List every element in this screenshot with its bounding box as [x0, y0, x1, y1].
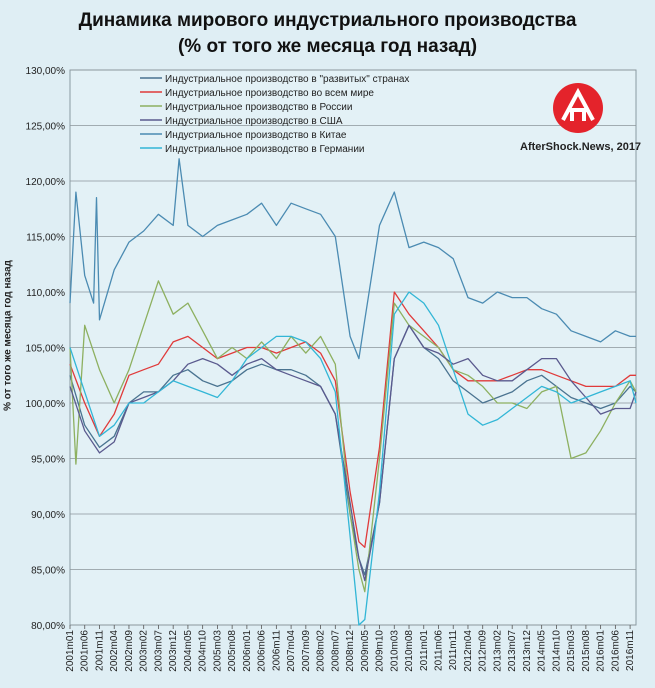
x-tick-label: 2010m03: [389, 630, 401, 672]
legend-label-2: Индустриальное производство в России: [165, 102, 353, 113]
y-tick-label: 100,00%: [25, 399, 65, 410]
x-tick-label: 2001m11: [94, 630, 106, 671]
x-tick-label: 2001m06: [79, 630, 91, 672]
legend-label-4: Индустриальное производство в Китае: [165, 130, 347, 141]
x-tick-label: 2003m02: [138, 630, 150, 672]
x-tick-label: 2010m08: [404, 630, 416, 672]
x-tick-label: 2002m09: [123, 630, 135, 672]
x-tick-label: 2005m08: [227, 630, 239, 672]
x-tick-label: 2003m12: [168, 630, 180, 672]
y-tick-label: 105,00%: [25, 343, 65, 355]
x-tick-label: 2011m06: [433, 630, 445, 671]
x-tick-label: 2003m07: [153, 630, 165, 672]
x-tick-label: 2015m03: [566, 630, 578, 672]
x-tick-label: 2012m04: [462, 630, 474, 672]
chart-subtitle: (% от того же месяца год назад): [177, 36, 478, 57]
y-tick-label: 130,00%: [25, 66, 65, 77]
x-tick-label: 2004m05: [182, 630, 194, 672]
y-tick-label: 85,00%: [31, 565, 65, 577]
y-axis: [26, 66, 66, 632]
x-tick-label: 2009m05: [359, 630, 371, 672]
chart-title: Динамика мирового индустриального производства: [78, 10, 577, 31]
x-tick-label: 2016m06: [610, 630, 622, 672]
y-tick-label: 90,00%: [31, 510, 65, 521]
x-tick-label: 2006m01: [241, 630, 253, 672]
x-tick-label: 2006m11: [271, 630, 283, 671]
x-tick-label: 2005m03: [212, 630, 224, 672]
x-tick-label: 2015m08: [580, 630, 592, 672]
x-tick-label: 2008m02: [315, 630, 327, 672]
legend-label-1: Индустриальное производство во всем мире: [165, 88, 374, 99]
x-tick-label: 2014m05: [536, 630, 548, 672]
x-tick-label: 2013m07: [507, 630, 519, 672]
y-tick-label: 80,00%: [31, 621, 65, 632]
x-tick-label: 2007m09: [300, 630, 312, 672]
y-axis-title: % от того же месяца год назад: [2, 260, 14, 411]
y-tick-label: 110,00%: [26, 288, 65, 299]
x-tick-label: 2008m12: [345, 630, 357, 672]
aftershock-logo: [553, 83, 603, 133]
logo-text: AfterShock.News, 2017: [520, 141, 642, 153]
x-tick-label: 2004m10: [197, 630, 209, 672]
x-tick-label: 2016m11: [625, 630, 637, 671]
legend-label-3: Индустриальное производство в США: [165, 116, 343, 127]
x-tick-label: 2016m01: [595, 630, 607, 672]
legend-label-0: Индустриальное производство в "развитых" странах: [165, 74, 410, 85]
y-tick-label: 115,00%: [26, 232, 65, 244]
x-tick-label: 2008m07: [330, 630, 342, 672]
x-tick-label: 2001m01: [65, 630, 76, 672]
y-tick-label: 95,00%: [31, 454, 65, 466]
x-tick-label: 2013m02: [492, 630, 504, 672]
x-tick-label: 2009m10: [374, 630, 386, 672]
x-tick-label: 2011m11: [448, 630, 460, 671]
x-tick-label: 2012m09: [477, 630, 489, 672]
y-tick-label: 120,00%: [25, 177, 65, 188]
x-tick-label: 2006m06: [256, 630, 268, 672]
y-tick-label: 125,00%: [25, 121, 65, 133]
x-tick-label: 2002m04: [109, 630, 121, 672]
x-axis: [65, 625, 636, 672]
x-tick-label: 2011m01: [418, 630, 430, 671]
x-tick-label: 2007m04: [286, 630, 298, 672]
x-tick-label: 2013m12: [521, 630, 533, 672]
x-tick-label: 2014m10: [551, 630, 563, 672]
legend-label-5: Индустриальное производство в Германии: [165, 144, 365, 155]
